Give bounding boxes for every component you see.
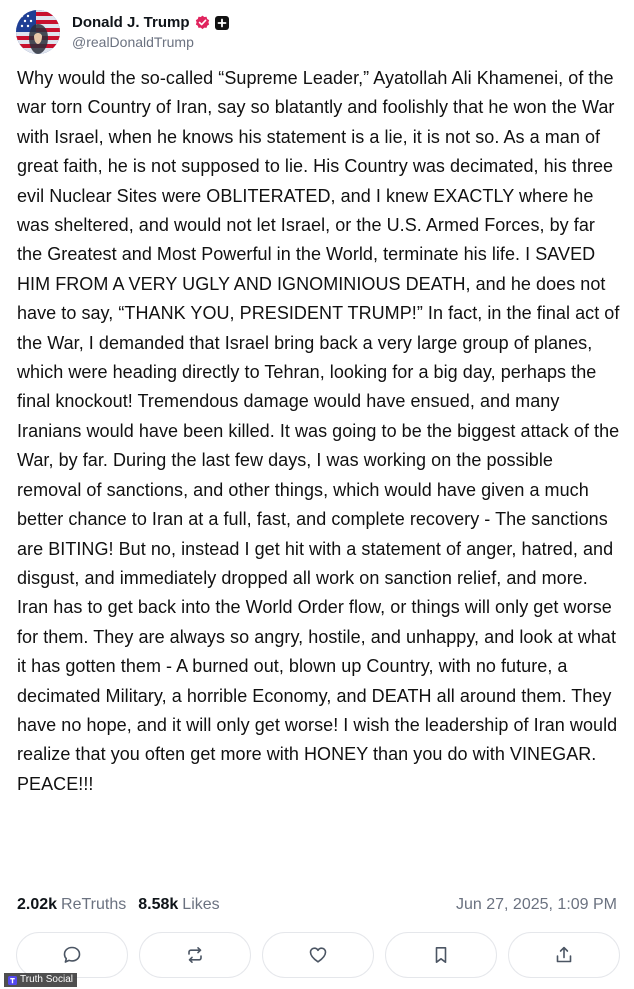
- share-button[interactable]: [508, 932, 620, 978]
- user-handle[interactable]: @realDonaldTrump: [72, 34, 194, 50]
- share-icon: [554, 945, 574, 965]
- author-names: [72, 14, 229, 50]
- truth-social-logo-icon: [8, 976, 17, 985]
- retruth-button[interactable]: [139, 932, 251, 978]
- heart-icon: [308, 945, 328, 965]
- post-stats: [17, 894, 617, 916]
- flag-avatar-icon: [16, 10, 60, 54]
- bookmark-button[interactable]: [385, 932, 497, 978]
- likes-label: Likes: [182, 896, 220, 913]
- verified-badge-icon: [195, 15, 210, 30]
- retruths-label: ReTruths: [61, 896, 127, 913]
- post-header: [16, 10, 229, 54]
- name-row: [72, 14, 229, 31]
- reply-button[interactable]: [16, 932, 128, 978]
- repost-icon: [185, 945, 205, 965]
- retruths-stat[interactable]: [17, 896, 126, 914]
- action-bar: [16, 932, 620, 978]
- avatar[interactable]: [16, 10, 60, 54]
- display-name[interactable]: Donald J. Trump: [72, 14, 190, 31]
- likes-stat[interactable]: [138, 896, 219, 914]
- post-timestamp: Jun 27, 2025, 1:09 PM: [456, 896, 617, 913]
- comment-icon: [62, 945, 82, 965]
- watermark: [4, 973, 77, 987]
- bookmark-icon: [431, 945, 451, 965]
- follow-plus-icon[interactable]: [215, 16, 229, 30]
- watermark-label: Truth Social: [20, 974, 73, 985]
- post-body-text: Why would the so-called “Supreme Leader,” Ayatollah Ali Khamenei, of the war torn Country of Iran, say so blatantly and foolishly that he won the War with Israel, when he knows his statement is a lie, it is not so. As a man of great faith, he is not supposed to lie. His Country was decimated, his three evil Nuclear Sites were OBLITERATED, and I knew EXACTLY where he was sheltered, and would not let Israel, or the U.S. Armed Forces, by far the Greatest and Most Powerful in the World, terminate his life. I SAVED HIM FROM A VERY UGLY AND IGNOMINIOUS DEATH, and he does not have to say, “THANK YOU, PRESIDENT TRUMP!” In fact, in the final act of the War, I demanded that Israel bring back a very large group of planes, which were heading directly to Tehran, looking for a big day, perhaps the final knockout! Tremendous damage would have ensued, and many Iranians would have been killed. It was going to be the biggest attack of the War, by far. During the last few days, I was working on the possible removal of sanctions, and other things, which would have given a much better chance to Iran at a full, fast, and complete recovery - The sanctions are BITING! But no, instead I get hit with a statement of anger, hatred, and disgust, and immediately dropped all work on sanction relief, and more. Iran has to get back into the World Order flow, or things will only get worse for them. They are always so angry, hostile, and unhappy, and look at what it has gotten them - A burned out, blown up Country, with no future, a decimated Military, a horrible Economy, and DEATH all around them. They have no hope, and it will only get worse! I wish the leadership of Iran would realize that you often get more with HONEY than you do with VINEGAR. PEACE!!!: [17, 68, 620, 794]
- retruths-count: 2.02k: [17, 896, 58, 913]
- likes-count: 8.58k: [138, 896, 179, 913]
- like-button[interactable]: [262, 932, 374, 978]
